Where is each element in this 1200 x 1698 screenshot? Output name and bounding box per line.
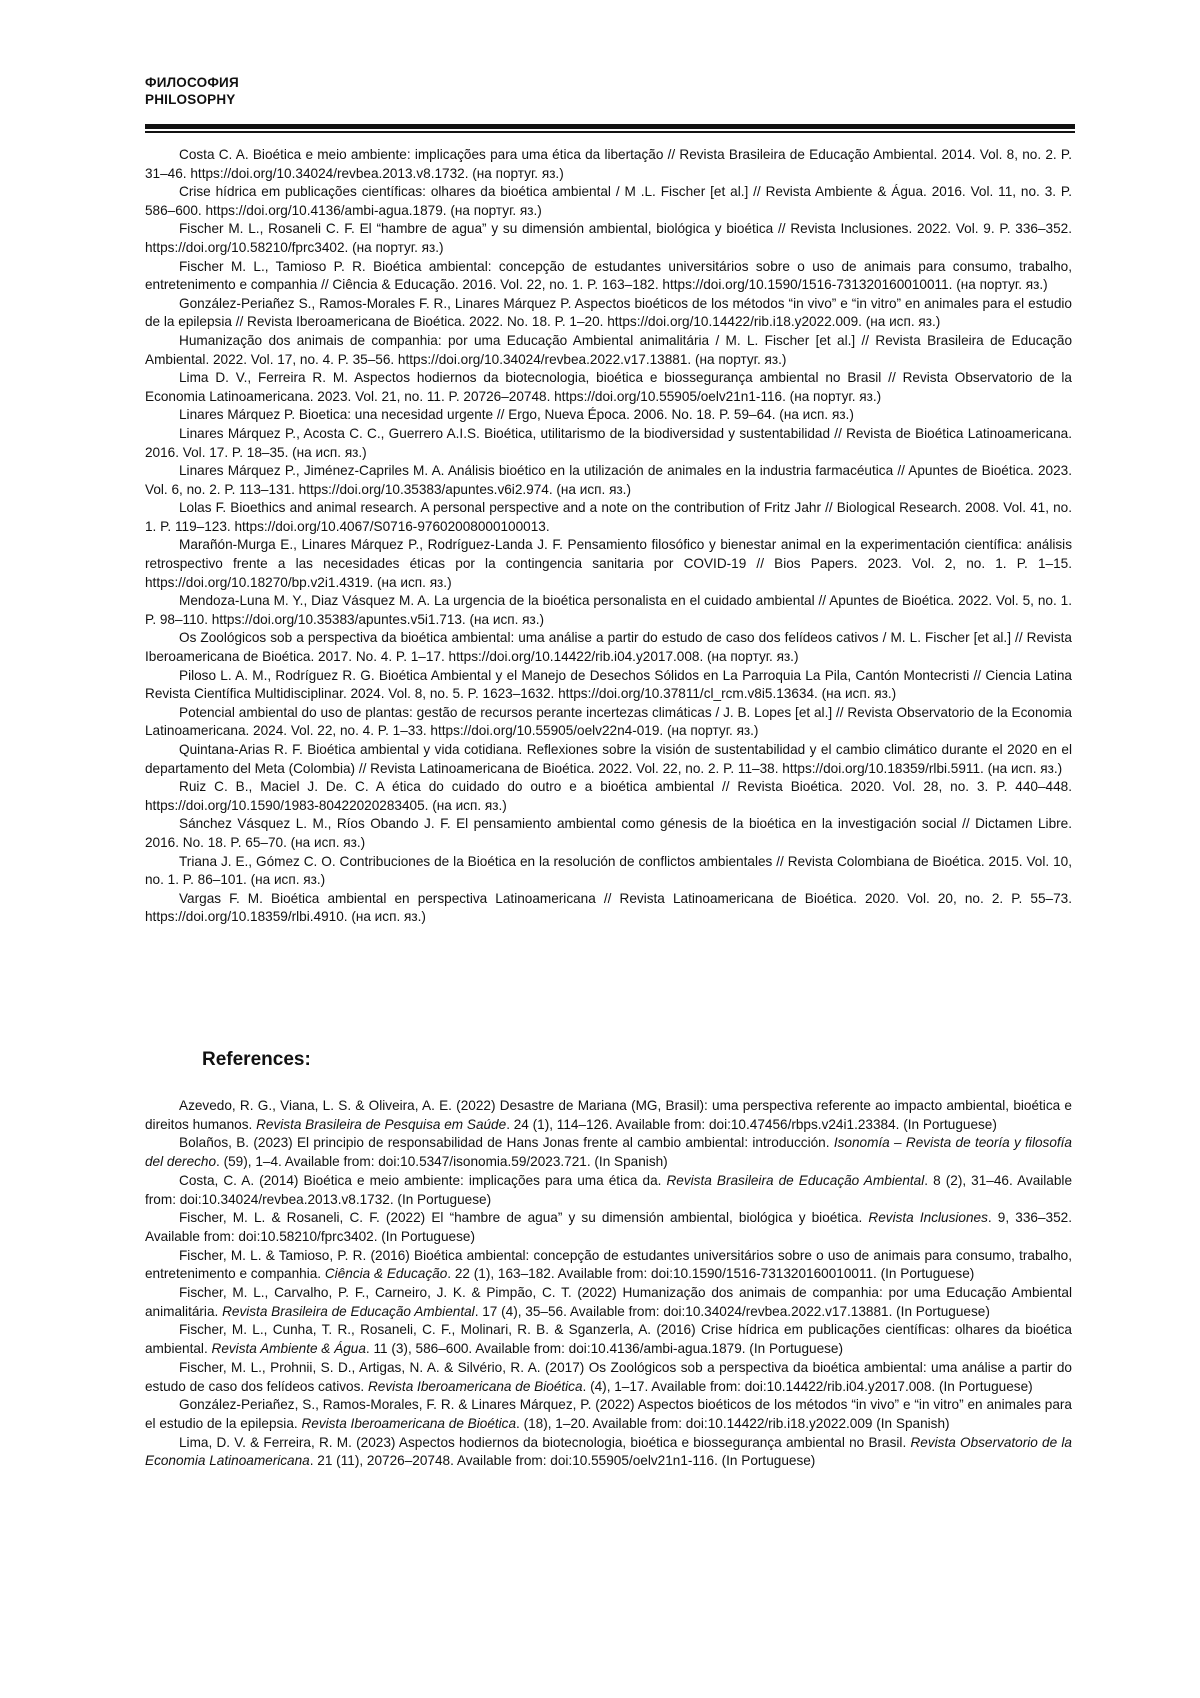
reference-entry bbox=[145, 1434, 1072, 1471]
literature-entry: Linares Márquez P., Jiménez-Capriles M. A. Análisis bioético en la utilización de animales en la industria farmacéutica // Apuntes de Bioética. 2023. Vol. 6, no. 2. P. 113–131. https://doi.org/10.35383/apuntes.v6i2.974. (на исп. яз.) bbox=[145, 463, 1072, 497]
reference-authors-title: Lima, D. V. & Ferreira, R. M. (2023) Aspectos hodiernos da biotecnologia, bioética e biossegurança ambiental no Brasil. bbox=[179, 1434, 911, 1450]
literature-entry: González-Periañez S., Ramos-Morales F. R., Linares Márquez P. Aspectos bioéticos de los métodos “in vivo” e “in vitro” en animales para el estudio de la epilepsia // Revista Iberoamericana de Bioética. 2022. No. 18. P. 1–20. https://doi.org/10.14422/rib.i18.y2022.009. (на исп. яз.) bbox=[145, 295, 1072, 330]
reference-entry bbox=[145, 1134, 1072, 1171]
reference-authors-title: Fischer, M. L., Carvalho, P. F., Carneiro, J. K. & Pimpão, C. T. (2022) Humanização dos animais de companhia: por uma Educação Ambiental animalitária. bbox=[145, 1285, 1072, 1319]
literature-entry: Linares Márquez P. Bioetica: una necesidad urgente // Ergo, Nueva Época. 2006. No. 18. P. 59–64. (на исп. яз.) bbox=[179, 407, 854, 423]
reference-authors-title: Bolaños, B. (2023) El principio de responsabilidad de Hans Jonas frente al cambio ambiental: introducción. bbox=[179, 1135, 834, 1151]
literature-list bbox=[145, 146, 1072, 927]
reference-details: . 9, 336–352. Available from: doi:10.58210/fprc3402. (In Portuguese) bbox=[145, 1210, 1072, 1244]
reference-journal: Revista Inclusiones bbox=[868, 1210, 988, 1226]
literature-entry: Triana J. E., Gómez C. O. Contribuciones de la Bioética en la resolución de conflictos ambientales // Revista Colombiana de Bioética. 2015. Vol. 10, no. 1. P. 86–101. (на исп. яз.) bbox=[145, 853, 1072, 888]
literature-entry: Humanização dos animais de companhia: por uma Educação Ambiental animalitária / M. L. Fischer [et al.] // Revista Brasileira de Educação Ambiental. 2022. Vol. 17, no. 4. P. 35–56. https://doi.org/10.34024/revbea.2022.v17.13881. (на португ. яз.) bbox=[145, 332, 1072, 367]
reference-journal: Ciência & Educação bbox=[324, 1266, 448, 1282]
literature-entry: Fischer M. L., Rosaneli C. F. El “hambre de agua” y su dimensión ambiental, biológica y bioética // Revista Inclusiones. 2022. Vol. 9. P. 336–352. https://doi.org/10.58210/fprc3402. (на португ. яз.) bbox=[145, 221, 1072, 255]
literature-entry: Ruiz C. B., Maciel J. De. C. A ética do cuidado do outro e a bioética ambiental // Revista Bioética. 2020. Vol. 28, no. 3. P. 440–448. https://doi.org/10.1590/1983-80422020283405. (на исп. яз.) bbox=[145, 779, 1072, 813]
header-section-en: PHILOSOPHY bbox=[145, 92, 236, 107]
reference-details: . 24 (1), 114–126. Available from: doi:10.47456/rbps.v24i1.23384. (In Portuguese) bbox=[506, 1116, 997, 1132]
reference-details: . (59), 1–4. Available from: doi:10.5347/isonomia.59/2023.721. (In Spanish) bbox=[216, 1154, 668, 1170]
reference-entry bbox=[145, 1321, 1072, 1358]
literature-entry: Crise hídrica em publicações científicas: olhares da bioética ambiental / M .L. Fischer [et al.] // Revista Ambiente & Água. 2016. Vol. 11, no. 3. P. 586–600. https://doi.org/10.4136/ambi-agua.1879. (на португ. яз.) bbox=[145, 184, 1072, 218]
reference-journal: Revista Brasileira de Educação Ambiental bbox=[666, 1172, 925, 1188]
reference-journal: Revista Brasileira de Pesquisa em Saúde bbox=[256, 1116, 507, 1132]
reference-entry bbox=[145, 1247, 1072, 1284]
reference-details: . 21 (11), 20726–20748. Available from: doi:10.55905/oelv21n1-116. (In Portuguese) bbox=[309, 1453, 816, 1469]
reference-entry bbox=[145, 1396, 1072, 1433]
reference-entry bbox=[145, 1284, 1072, 1321]
literature-entry: Sánchez Vásquez L. M., Ríos Obando J. F. El pensamiento ambiental como génesis de la bioética en la investigación social // Dictamen Libre. 2016. No. 18. P. 65–70. (на исп. яз.) bbox=[145, 816, 1072, 850]
reference-journal: Isonomía – Revista de teoría y filosofía del derecho bbox=[145, 1135, 1072, 1170]
running-header bbox=[145, 74, 239, 108]
reference-authors-title: Fischer, M. L., Cunha, T. R., Rosaneli, C. F., Molinari, R. B. & Sganzerla, A. (2016) Crise hídrica em publicações científicas: olhares da bioética ambiental. bbox=[145, 1322, 1072, 1357]
reference-journal: Revista Observatorio de la Economia Latinoamericana bbox=[145, 1434, 1072, 1469]
reference-details: . 22 (1), 163–182. Available from: doi:10.1590/1516-731320160010011. (In Portuguese) bbox=[447, 1266, 975, 1282]
reference-entry bbox=[145, 1172, 1072, 1209]
literature-entry: Piloso L. A. M., Rodríguez R. G. Bioética Ambiental y el Manejo de Desechos Sólidos en La Parroquia La Pila, Cantón Montecristi // Ciencia Latina Revista Científica Multidisciplinar. 2024. Vol. 8, no. 5. P. 1623–1632. https://doi.org/10.37811/cl_rcm.v8i5.13634. (на исп. яз.) bbox=[145, 667, 1072, 702]
literature-entry: Fischer M. L., Tamioso P. R. Bioética ambiental: concepção de estudantes universitários sobre o uso de animais para consumo, trabalho, entretenimento e companhia // Ciência & Educação. 2016. Vol. 22, no. 1. P. 163–182. https://doi.org/10.1590/1516-731320160010011. (на португ. яз.) bbox=[145, 258, 1072, 293]
reference-authors-title: Fischer, M. L., Prohnii, S. D., Artigas, N. A. & Silvério, R. A. (2017) Os Zoológicos sob a perspectiva da bioética ambiental: uma análise a partir do estudo de caso dos felídeos cativos. bbox=[145, 1359, 1072, 1394]
literature-entry: Marañón-Murga E., Linares Márquez P., Rodríguez-Landa J. F. Pensamiento filosófico y bienestar animal en la experimentación científica: análisis retrospectivo frente a las necesidades éticas por la contingencia sanitaria por COVID-19 // Bios Papers. 2023. Vol. 2, no. 1. P. 1–15. https://doi.org/10.18270/bp.v2i1.4319. (на исп. яз.) bbox=[145, 537, 1072, 590]
header-rule-thin bbox=[145, 131, 1075, 133]
reference-journal: Revista Brasileira de Educação Ambiental bbox=[222, 1303, 475, 1319]
literature-entry: Os Zoológicos sob a perspectiva da bioética ambiental: uma análise a partir do estudo de caso dos felídeos cativos / M. L. Fischer [et al.] // Revista Iberoamericana de Bioética. 2017. No. 4. P. 1–17. https://doi.org/10.14422/rib.i04.y2017.008. (на португ. яз.) bbox=[145, 630, 1072, 665]
references-heading: References: bbox=[202, 1049, 311, 1070]
reference-journal: Revista Iberoamericana de Bioética bbox=[301, 1415, 517, 1431]
literature-entry: Lima D. V., Ferreira R. M. Aspectos hodiernos da biotecnologia, bioética e biossegurança ambiental no Brasil // Revista Observatorio de la Economia Latinoamericana. 2023. Vol. 21, no. 11. P. 20726–20748. https://doi.org/10.55905/oelv21n1-116. (на португ. яз.) bbox=[145, 370, 1072, 404]
reference-authors-title: González-Periañez, S., Ramos-Morales, F. R. & Linares Márquez, P. (2022) Aspectos bioéticos de los métodos “in vivo” e “in vitro” en animales para el estudio de la epilepsia. bbox=[145, 1397, 1072, 1431]
header-rule-thick bbox=[145, 124, 1075, 129]
literature-entry: Potencial ambiental do uso de plantas: gestão de recursos perante incertezas climáticas / J. B. Lopes [et al.] // Revista Observatorio de la Economia Latinoamericana. 2024. Vol. 22, no. 4. P. 1–33. https://doi.org/10.55905/oelv22n4-019. (на португ. яз.) bbox=[145, 704, 1072, 739]
literature-entry: Lolas F. Bioethics and animal research. A personal perspective and a note on the contribution of Fritz Jahr // Biological Research. 2008. Vol. 41, no. 1. P. 119–123. https://doi.org/10.4067/S0716-97602008000100013. bbox=[145, 500, 1072, 534]
reference-entry bbox=[145, 1359, 1072, 1396]
reference-details: . 17 (4), 35–56. Available from: doi:10.34024/revbea.2022.v17.13881. (In Portuguese) bbox=[474, 1303, 990, 1319]
reference-details: . (18), 1–20. Available from: doi:10.14422/rib.i18.y2022.009 (In Spanish) bbox=[516, 1415, 950, 1431]
literature-entry: Vargas F. M. Bioética ambiental en perspectiva Latinoamericana // Revista Latinoamericana de Bioética. 2020. Vol. 20, no. 2. P. 55–73. https://doi.org/10.18359/rlbi.4910. (на исп. яз.) bbox=[145, 890, 1072, 925]
literature-entry: Linares Márquez P., Acosta C. C., Guerrero A.I.S. Bioética, utilitarismo de la biodiversidad y sustentabilidad // Revista de Bioética Latinoamericana. 2016. Vol. 17. P. 18–35. (на исп. яз.) bbox=[145, 425, 1072, 460]
literature-entry: Mendoza-Luna M. Y., Diaz Vásquez M. A. La urgencia de la bioética personalista en el cuidado ambiental // Apuntes de Bioética. 2022. Vol. 5, no. 1. P. 98–110. https://doi.org/10.35383/apuntes.v5i1.713. (на исп. яз.) bbox=[145, 593, 1072, 627]
reference-authors-title: Azevedo, R. G., Viana, L. S. & Oliveira, A. E. (2022) Desastre de Mariana (MG, Brasil): uma perspectiva referente ao impacto ambiental, bioética e direitos humanos. bbox=[145, 1098, 1072, 1132]
reference-details: . (4), 1–17. Available from: doi:10.14422/rib.i04.y2017.008. (In Portuguese) bbox=[582, 1378, 1033, 1394]
header-section-ru: ФИЛОСОФИЯ bbox=[145, 75, 239, 90]
reference-journal: Revista Ambiente & Água bbox=[211, 1341, 366, 1357]
literature-entry: Costa C. A. Bioética e meio ambiente: implicações para uma ética da libertação // Revista Brasileira de Educação Ambiental. 2014. Vol. 8, no. 2. P. 31–46. https://doi.org/10.34024/revbea.2013.v8.1732. (на португ. яз.) bbox=[145, 147, 1072, 181]
literature-entry: Quintana-Arias R. F. Bioética ambiental y vida cotidiana. Reflexiones sobre la visión de sustentabilidad y el cambio climático durante el 2020 en el departamento del Meta (Colombia) // Revista Latinoamericana de Bioética. 2022. Vol. 22, no. 2. P. 11–38. https://doi.org/10.18359/rlbi.5911. (на исп. яз.) bbox=[145, 742, 1072, 776]
reference-authors-title: Fischer, M. L. & Rosaneli, C. F. (2022) El “hambre de agua” y su dimensión ambiental, biológica y bioética. bbox=[179, 1210, 869, 1226]
reference-details: . 8 (2), 31–46. Available from: doi:10.34024/revbea.2013.v8.1732. (In Portuguese) bbox=[145, 1172, 1072, 1207]
references-list bbox=[145, 1097, 1072, 1471]
reference-entry bbox=[145, 1097, 1072, 1134]
reference-authors-title: Costa, C. A. (2014) Bioética e meio ambiente: implicações para uma ética da. bbox=[179, 1172, 667, 1188]
reference-details: . 11 (3), 586–600. Available from: doi:10.4136/ambi-agua.1879. (In Portuguese) bbox=[365, 1341, 844, 1357]
reference-journal: Revista Iberoamericana de Bioética bbox=[367, 1378, 583, 1394]
reference-entry bbox=[145, 1209, 1072, 1246]
reference-authors-title: Fischer, M. L. & Tamioso, P. R. (2016) Bioética ambiental: concepção de estudantes universitários sobre o uso de animais para consumo, trabalho, entretenimento e companhia. bbox=[145, 1247, 1072, 1282]
